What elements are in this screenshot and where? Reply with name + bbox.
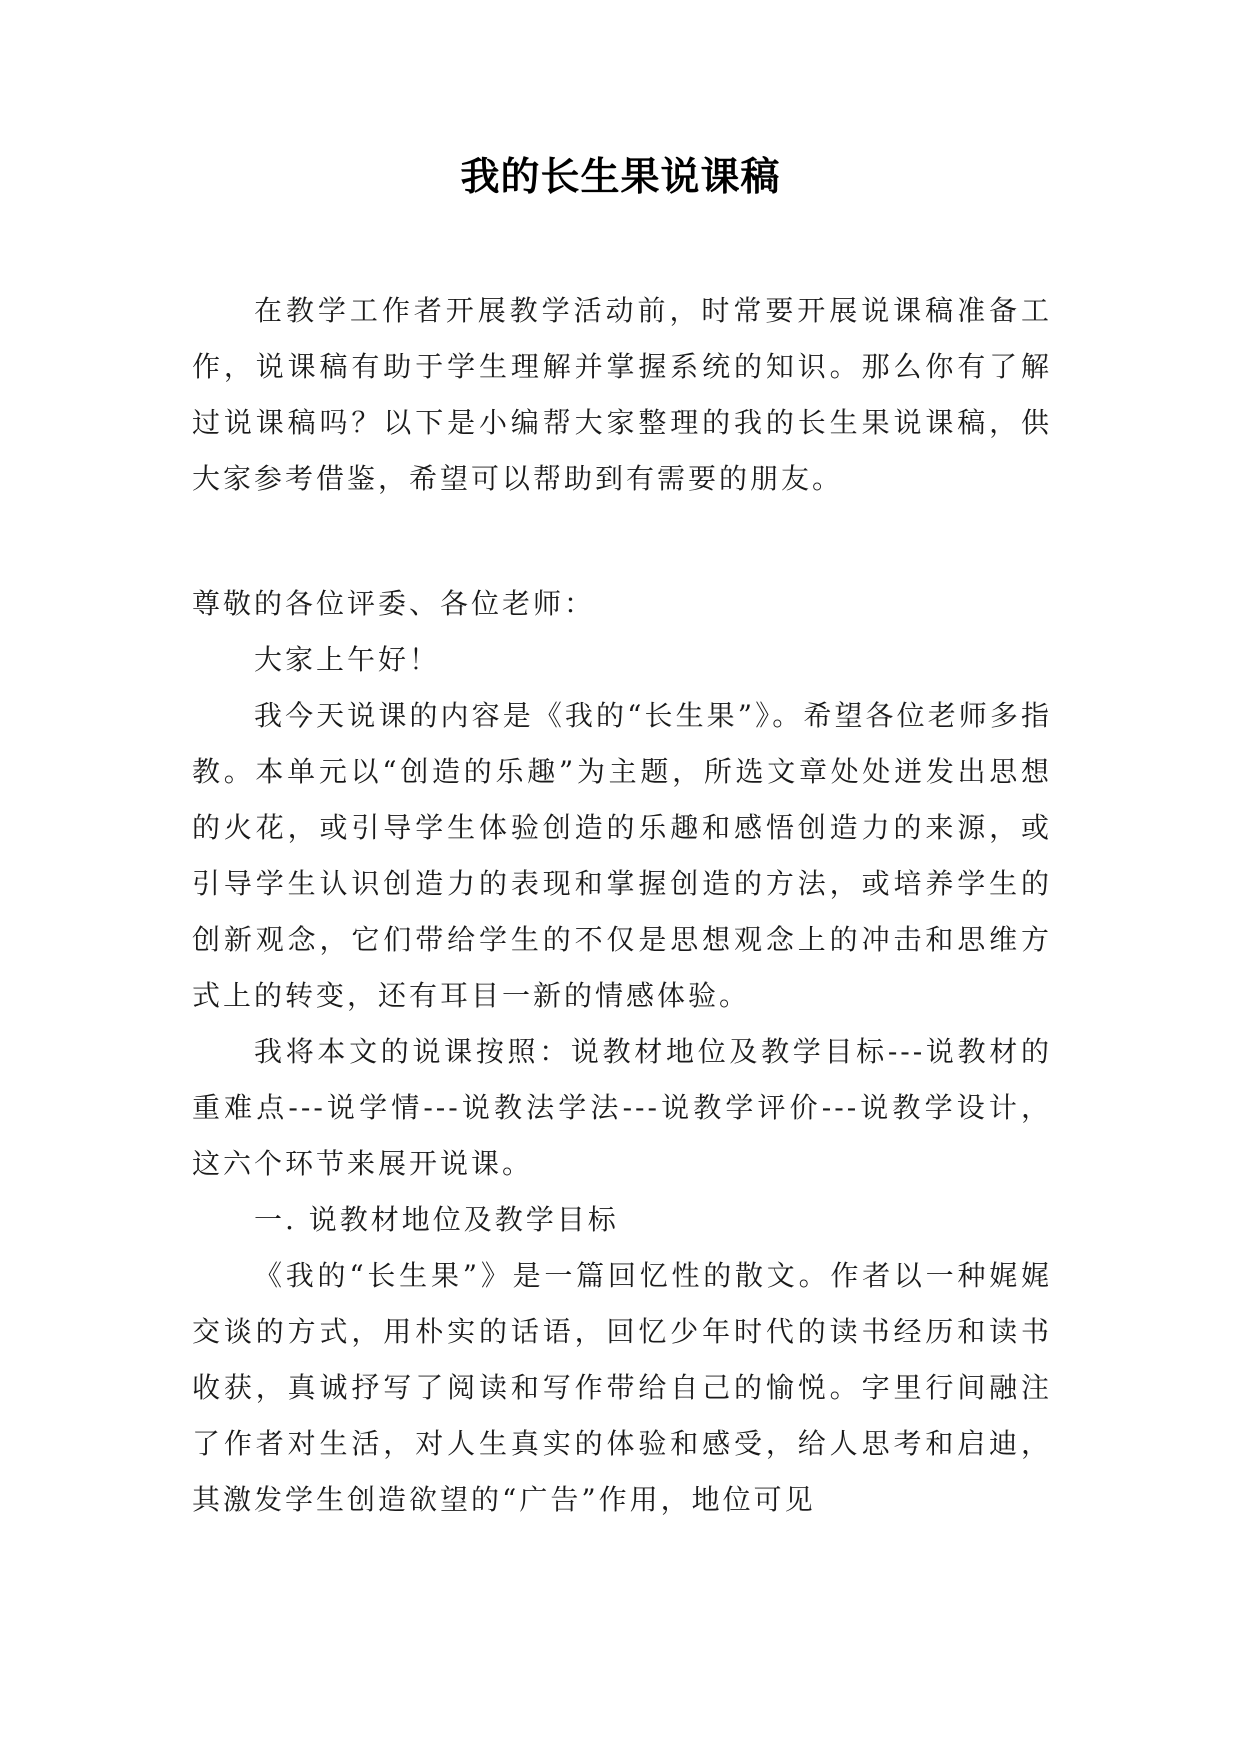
section-heading: 一. 说教材地位及教学目标 (254, 1203, 619, 1236)
greeting: 大家上午好！ (254, 643, 441, 676)
intro-block (192, 283, 1052, 507)
speech-body (192, 576, 1052, 1528)
document-title: 我的长生果说课稿 (460, 155, 781, 200)
intro-paragraph: 在教学工作者开展教学活动前，时常要开展说课稿准备工作，说课稿有助于学生理解并掌握系统的知识。那么你有了解过说课稿吗？以下是小编帮大家整理的我的长生果说课稿，供大家参考借鉴，希望可以帮助到有需要的朋友。 (192, 294, 1052, 495)
body-paragraph: 我将本文的说课按照：说教材地位及教学目标---说教材的重难点---说学情---说教法学法---说教学评价---说教学设计，这六个环节来展开说课。 (192, 1035, 1052, 1180)
body-paragraph: 《我的“长生果”》是一篇回忆性的散文。作者以一种娓娓交谈的方式，用朴实的话语，回忆少年时代的读书经历和读书收获，真诚抒写了阅读和写作带给自己的愉悦。字里行间融注了作者对生活，对人生真实的体验和感受，给人思考和启迪，其激发学生创造欲望的“广告”作用，地位可见 (192, 1259, 1052, 1516)
salutation: 尊敬的各位评委、各位老师： (192, 587, 596, 620)
body-paragraph: 我今天说课的内容是《我的“长生果”》。希望各位老师多指教。本单元以“创造的乐趣”为主题，所选文章处处迸发出思想的火花，或引导学生体验创造的乐趣和感悟创造力的来源，或引导学生认识创造力的表现和掌握创造的方法，或培养学生的创新观念，它们带给学生的不仅是思想观念上的冲击和思维方式上的转变，还有耳目一新的情感体验。 (192, 699, 1052, 1012)
